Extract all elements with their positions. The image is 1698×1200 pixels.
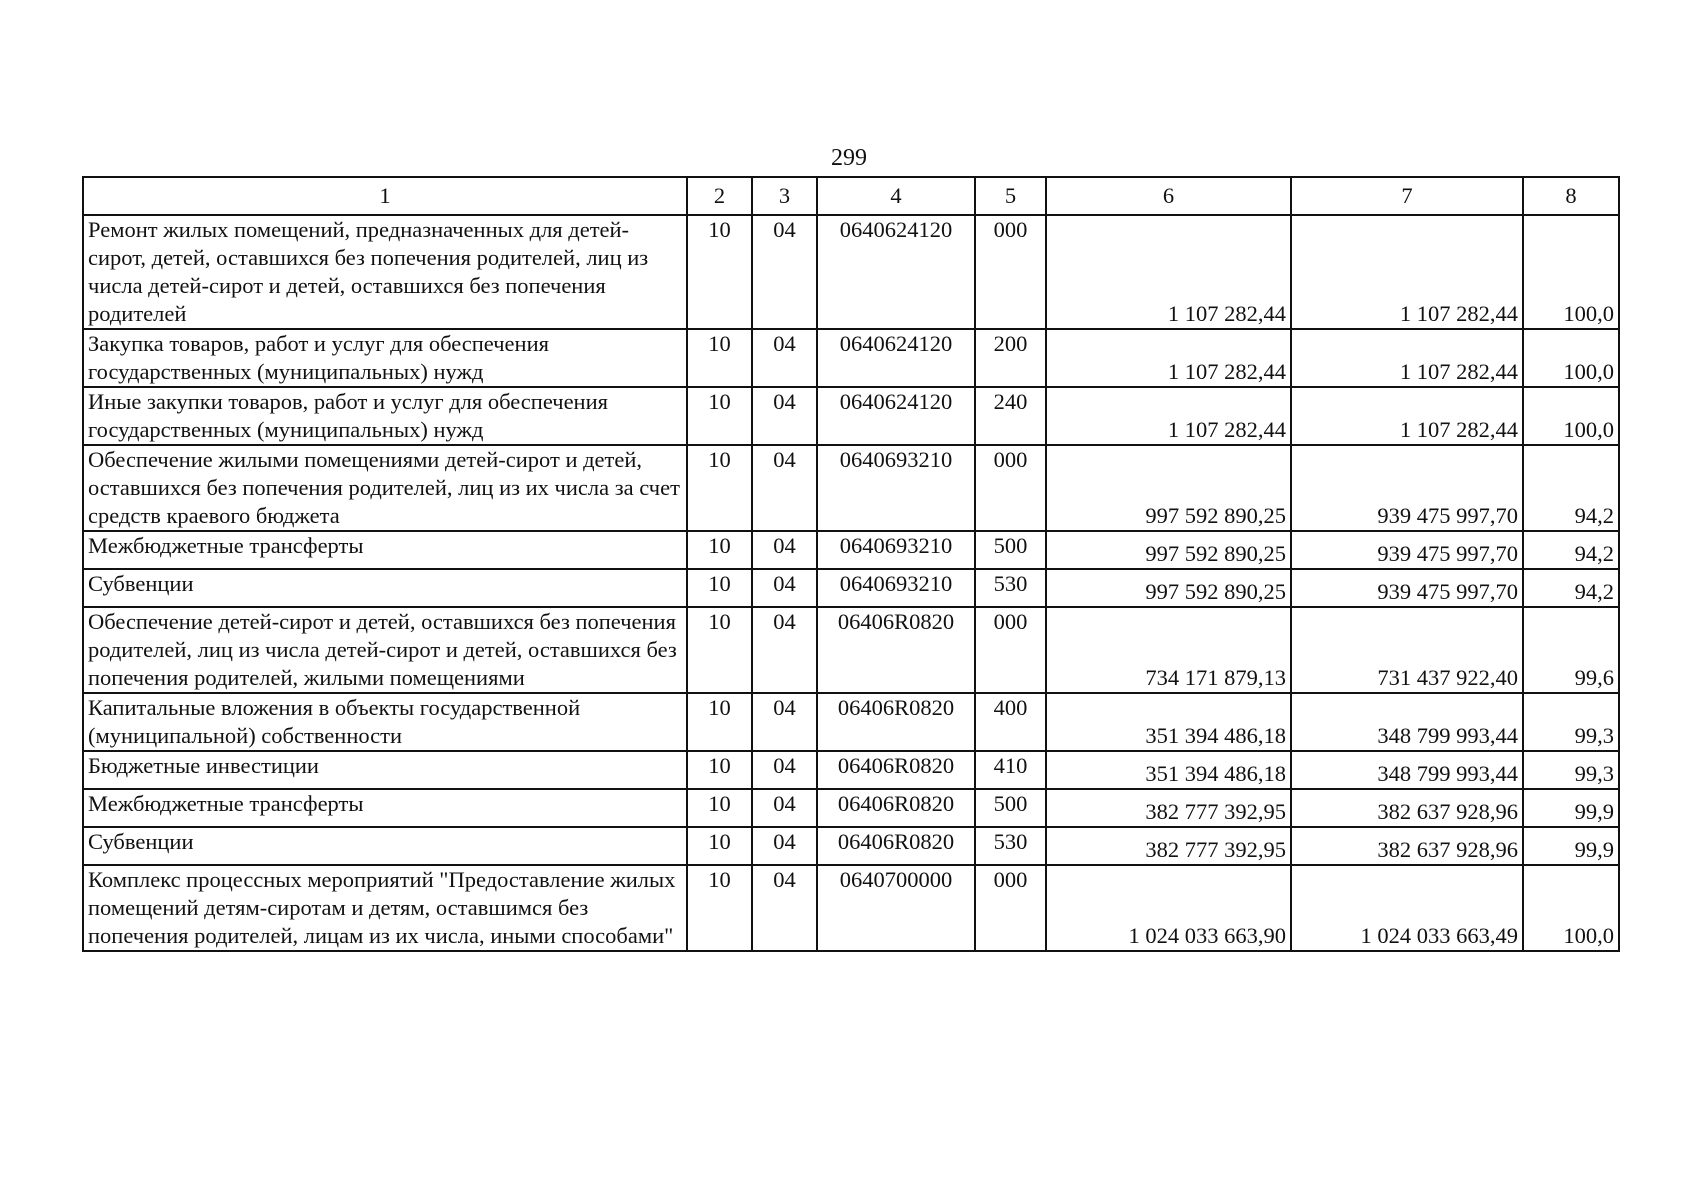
execution-percent: 99,9: [1523, 789, 1619, 827]
subsection-code: 04: [752, 693, 817, 751]
executed-amount: 1 024 033 663,49: [1291, 865, 1523, 951]
planned-amount: 997 592 890,25: [1046, 531, 1291, 569]
expense-type-code: 530: [975, 569, 1046, 607]
executed-amount: 1 107 282,44: [1291, 387, 1523, 445]
table-row: [83, 865, 1619, 951]
execution-percent: 99,3: [1523, 751, 1619, 789]
expense-type-code: 500: [975, 789, 1046, 827]
execution-percent: 94,2: [1523, 531, 1619, 569]
target-article-code: 06406R0820: [817, 827, 975, 865]
execution-percent: 100,0: [1523, 865, 1619, 951]
row-name: Закупка товаров, работ и услуг для обеспечения государственных (муниципальных) нужд: [83, 329, 687, 387]
expense-type-code: 500: [975, 531, 1046, 569]
section-code: 10: [687, 751, 752, 789]
page-number: 299: [831, 145, 867, 171]
executed-amount: 939 475 997,70: [1291, 569, 1523, 607]
expense-type-code: 000: [975, 215, 1046, 329]
execution-percent: 99,9: [1523, 827, 1619, 865]
table-row: [83, 329, 1619, 387]
column-header-1: 1: [83, 177, 687, 215]
executed-amount: 348 799 993,44: [1291, 751, 1523, 789]
section-code: 10: [687, 387, 752, 445]
expense-type-code: 000: [975, 865, 1046, 951]
expense-type-code: 530: [975, 827, 1046, 865]
section-code: 10: [687, 865, 752, 951]
expense-type-code: 240: [975, 387, 1046, 445]
row-name: Межбюджетные трансферты: [83, 531, 687, 569]
section-code: 10: [687, 329, 752, 387]
planned-amount: 997 592 890,25: [1046, 569, 1291, 607]
executed-amount: 1 107 282,44: [1291, 329, 1523, 387]
row-name: Межбюджетные трансферты: [83, 789, 687, 827]
subsection-code: 04: [752, 865, 817, 951]
target-article-code: 06406R0820: [817, 607, 975, 693]
planned-amount: 1 107 282,44: [1046, 329, 1291, 387]
table-row: [83, 827, 1619, 865]
section-code: 10: [687, 693, 752, 751]
column-header-4: 4: [817, 177, 975, 215]
column-header-3: 3: [752, 177, 817, 215]
planned-amount: 351 394 486,18: [1046, 693, 1291, 751]
planned-amount: 1 107 282,44: [1046, 387, 1291, 445]
execution-percent: 100,0: [1523, 329, 1619, 387]
section-code: 10: [687, 531, 752, 569]
column-header-2: 2: [687, 177, 752, 215]
header-row: [83, 177, 1619, 215]
row-name: Комплекс процессных мероприятий "Предоставление жилых помещений детям-сиротам и детям, оставшимся без попечения родителей, лицам из их числа, иными способами": [83, 865, 687, 951]
executed-amount: 382 637 928,96: [1291, 789, 1523, 827]
execution-percent: 99,6: [1523, 607, 1619, 693]
planned-amount: 997 592 890,25: [1046, 445, 1291, 531]
table-row: [83, 215, 1619, 329]
target-article-code: 0640693210: [817, 445, 975, 531]
subsection-code: 04: [752, 789, 817, 827]
row-name: Обеспечение жилыми помещениями детей-сирот и детей, оставшихся без попечения родителей, лиц из их числа за счет средств краевого бюджета: [83, 445, 687, 531]
target-article-code: 0640624120: [817, 387, 975, 445]
subsection-code: 04: [752, 329, 817, 387]
target-article-code: 06406R0820: [817, 693, 975, 751]
subsection-code: 04: [752, 827, 817, 865]
row-name: Иные закупки товаров, работ и услуг для обеспечения государственных (муниципальных) нужд: [83, 387, 687, 445]
planned-amount: 1 107 282,44: [1046, 215, 1291, 329]
expense-type-code: 410: [975, 751, 1046, 789]
section-code: 10: [687, 827, 752, 865]
subsection-code: 04: [752, 751, 817, 789]
column-header-8: 8: [1523, 177, 1619, 215]
section-code: 10: [687, 215, 752, 329]
row-name: Субвенции: [83, 569, 687, 607]
section-code: 10: [687, 607, 752, 693]
execution-percent: 100,0: [1523, 215, 1619, 329]
row-name: Субвенции: [83, 827, 687, 865]
row-name: Ремонт жилых помещений, предназначенных для детей-сирот, детей, оставшихся без попечения родителей, лиц из числа детей-сирот и детей, оставшихся без попечения родителей: [83, 215, 687, 329]
column-header-5: 5: [975, 177, 1046, 215]
target-article-code: 0640624120: [817, 215, 975, 329]
table-row: [83, 387, 1619, 445]
table-row: [83, 693, 1619, 751]
row-name: Капитальные вложения в объекты государственной (муниципальной) собственности: [83, 693, 687, 751]
planned-amount: 351 394 486,18: [1046, 751, 1291, 789]
table-row: [83, 789, 1619, 827]
subsection-code: 04: [752, 569, 817, 607]
expense-type-code: 000: [975, 445, 1046, 531]
row-name: Обеспечение детей-сирот и детей, оставшихся без попечения родителей, лиц из числа детей-сирот и детей, оставшихся без попечения родителей, жилыми помещениями: [83, 607, 687, 693]
subsection-code: 04: [752, 387, 817, 445]
target-article-code: 0640700000: [817, 865, 975, 951]
table-row: [83, 569, 1619, 607]
table-row: [83, 445, 1619, 531]
subsection-code: 04: [752, 607, 817, 693]
expense-type-code: 400: [975, 693, 1046, 751]
execution-percent: 94,2: [1523, 445, 1619, 531]
section-code: 10: [687, 569, 752, 607]
planned-amount: 382 777 392,95: [1046, 827, 1291, 865]
execution-percent: 99,3: [1523, 693, 1619, 751]
table-body: [83, 215, 1619, 951]
executed-amount: 382 637 928,96: [1291, 827, 1523, 865]
target-article-code: 0640693210: [817, 531, 975, 569]
executed-amount: 939 475 997,70: [1291, 531, 1523, 569]
expense-type-code: 200: [975, 329, 1046, 387]
budget-table: [82, 176, 1620, 952]
target-article-code: 0640693210: [817, 569, 975, 607]
subsection-code: 04: [752, 445, 817, 531]
subsection-code: 04: [752, 215, 817, 329]
section-code: 10: [687, 445, 752, 531]
table-row: [83, 607, 1619, 693]
table-header: [83, 177, 1619, 215]
table-row: [83, 751, 1619, 789]
executed-amount: 1 107 282,44: [1291, 215, 1523, 329]
expense-type-code: 000: [975, 607, 1046, 693]
column-header-6: 6: [1046, 177, 1291, 215]
subsection-code: 04: [752, 531, 817, 569]
target-article-code: 06406R0820: [817, 751, 975, 789]
executed-amount: 939 475 997,70: [1291, 445, 1523, 531]
target-article-code: 0640624120: [817, 329, 975, 387]
row-name: Бюджетные инвестиции: [83, 751, 687, 789]
table-row: [83, 531, 1619, 569]
target-article-code: 06406R0820: [817, 789, 975, 827]
section-code: 10: [687, 789, 752, 827]
execution-percent: 94,2: [1523, 569, 1619, 607]
execution-percent: 100,0: [1523, 387, 1619, 445]
executed-amount: 731 437 922,40: [1291, 607, 1523, 693]
planned-amount: 382 777 392,95: [1046, 789, 1291, 827]
planned-amount: 734 171 879,13: [1046, 607, 1291, 693]
column-header-7: 7: [1291, 177, 1523, 215]
executed-amount: 348 799 993,44: [1291, 693, 1523, 751]
planned-amount: 1 024 033 663,90: [1046, 865, 1291, 951]
